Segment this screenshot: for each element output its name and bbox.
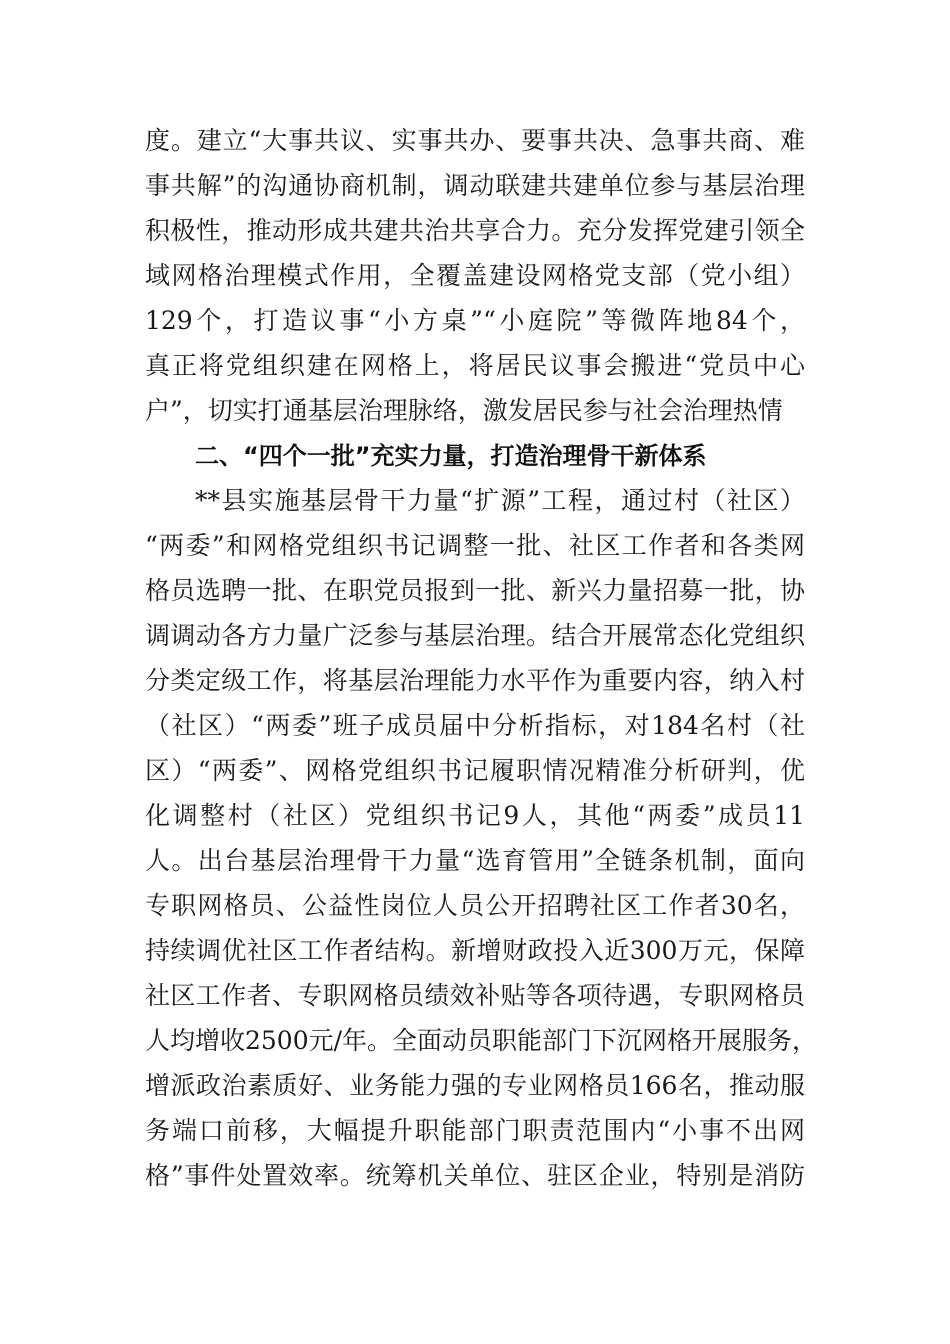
paragraph-line: 格”事件处置效率。统筹机关单位、驻区企业，特别是消防 (145, 1161, 805, 1190)
paragraph-line: 增派政治素质好、业务能力强的专业网格员166名，推动服 (145, 1071, 805, 1100)
paragraph-line: 分类定级工作，将基层治理能力水平作为重要内容，纳入村 (145, 666, 805, 695)
paragraph-line: 格员选聘一批、在职党员报到一批、新兴力量招募一批，协 (145, 576, 805, 605)
paragraph-line: 专职网格员、公益性岗位人员公开招聘社区工作者30名， (145, 891, 805, 920)
paragraph-line: “两委”和网格党组织书记调整一批、社区工作者和各类网 (145, 531, 805, 560)
paragraph-line: 户”，切实打通基层治理脉络，激发居民参与社会治理热情 (145, 396, 783, 425)
paragraph-line: 域网格治理模式作用，全覆盖建设网格党支部（党小组） (145, 261, 805, 290)
paragraph-line: 129个，打造议事“小方桌”“小庭院”等微阵地84个， (145, 306, 805, 335)
section-heading: 二、“四个一批”充实力量，打造治理骨干新体系 (195, 442, 707, 470)
paragraph-line: 人均增收2500元/年。全面动员职能部门下沉网格开展服务， (145, 1026, 818, 1055)
paragraph-line: 区）“两委”、网格党组织书记履职情况精准分析研判，优 (145, 756, 805, 785)
paragraph-line: 事共解”的沟通协商机制，调动联建共建单位参与基层治理 (145, 171, 805, 200)
paragraph-line: 社区工作者、专职网格员绩效补贴等各项待遇，专职网格员 (145, 981, 805, 1010)
paragraph-line: 化调整村（社区）党组织书记9人，其他“两委”成员11 (145, 801, 805, 830)
paragraph-line: （社区）“两委”班子成员届中分析指标，对184名村（社 (145, 711, 805, 740)
paragraph-line: 真正将党组织建在网格上，将居民议事会搬进“党员中心 (145, 351, 805, 380)
paragraph-line: **县实施基层骨干力量“扩源”工程，通过村（社区） (195, 486, 805, 515)
paragraph-line: 人。出台基层治理骨干力量“选育管用”全链条机制，面向 (145, 846, 805, 875)
paragraph-line: 持续调优社区工作者结构。新增财政投入近300万元，保障 (145, 936, 805, 965)
paragraph-line: 积极性，推动形成共建共治共享合力。充分发挥党建引领全 (145, 216, 805, 245)
paragraph-line: 务端口前移，大幅提升职能部门职责范围内“小事不出网 (145, 1116, 805, 1145)
paragraph-line: 度。建立“大事共议、实事共办、要事共决、急事共商、难 (145, 126, 805, 155)
paragraph-line: 调调动各方力量广泛参与基层治理。结合开展常态化党组织 (145, 621, 805, 650)
